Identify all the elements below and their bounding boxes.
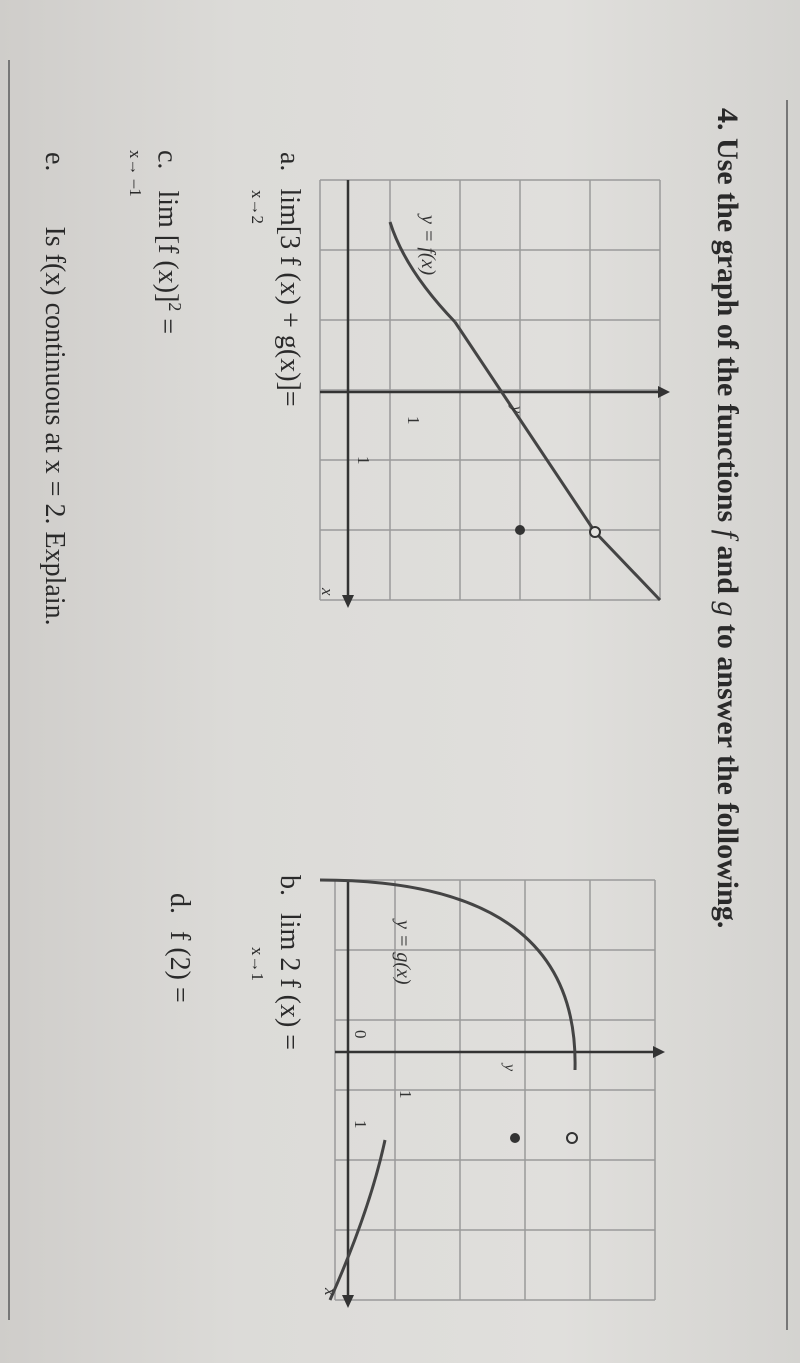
question-c-tail: = xyxy=(151,311,183,335)
y-axis-label-g: y xyxy=(501,1064,518,1072)
question-c-sub: x→ –1 xyxy=(126,150,145,197)
question-b-letter: b. xyxy=(274,875,305,896)
closed-point-f xyxy=(515,525,525,535)
question-c xyxy=(115,150,185,570)
label-g: y = g(x) xyxy=(392,920,414,985)
question-c-expr: lim [f (x)] xyxy=(151,190,183,303)
g-name: g xyxy=(711,601,744,617)
x-axis-arrow-f xyxy=(342,595,354,608)
x-axis-label-g: x xyxy=(321,1288,340,1296)
curve-g-right-branch xyxy=(330,1140,385,1300)
question-e-letter: e. xyxy=(39,152,70,172)
question-a xyxy=(235,152,305,572)
question-b-sub: x→1 xyxy=(248,947,267,981)
problem-number: 4. xyxy=(711,108,744,131)
top-rule xyxy=(786,100,788,1330)
curve-f-down-line xyxy=(455,322,595,532)
question-d-expr: f (2) = xyxy=(164,931,195,1003)
question-b-expr: lim 2 f (x) = xyxy=(274,913,305,1051)
open-point-g xyxy=(567,1133,577,1143)
f-name: f xyxy=(711,529,744,539)
graph-g xyxy=(321,880,655,1305)
question-a-letter: a. xyxy=(274,152,305,172)
open-point-f xyxy=(590,527,600,537)
tick-x-f: 1 xyxy=(354,456,373,465)
bottom-rule xyxy=(8,60,10,1320)
y-axis-arrow-f xyxy=(658,386,670,398)
tick-x-g: 1 xyxy=(351,1120,370,1129)
question-d-letter: d. xyxy=(164,893,195,914)
question-c-power: 2 xyxy=(165,302,185,312)
question-b xyxy=(235,875,305,1295)
grid-f xyxy=(320,180,660,600)
question-a-sub: x→2 xyxy=(248,190,267,224)
y-axis-arrow-g xyxy=(653,1046,665,1058)
question-d xyxy=(163,893,195,1003)
prompt-start: Use the graph of the functions xyxy=(711,138,744,530)
x-axis-arrow-g xyxy=(342,1295,354,1308)
y-axis-label-f: y xyxy=(508,406,525,414)
x-axis-label-f: x xyxy=(318,588,337,596)
question-e-expr: Is f(x) continuous at x = 2. Explain. xyxy=(39,226,70,626)
question-c-letter: c. xyxy=(151,150,183,170)
tick-y-g: 1 xyxy=(396,1090,415,1099)
prompt-end: to answer the following. xyxy=(711,616,744,929)
grid-g xyxy=(335,880,655,1300)
tick-y-f: 1 xyxy=(404,416,423,425)
label-f: y = f(x) xyxy=(417,215,439,276)
closed-point-g xyxy=(510,1133,520,1143)
curve-f-up-line xyxy=(595,532,660,600)
origin-label-g: 0 xyxy=(351,1030,370,1039)
question-e xyxy=(38,152,70,626)
prompt-and: and xyxy=(711,538,744,602)
question-a-expr: lim[3 f (x) + g(x)]= xyxy=(274,188,305,407)
problem-statement xyxy=(710,108,744,928)
curve-g-left-branch xyxy=(320,880,575,1070)
graph-f xyxy=(320,180,660,605)
